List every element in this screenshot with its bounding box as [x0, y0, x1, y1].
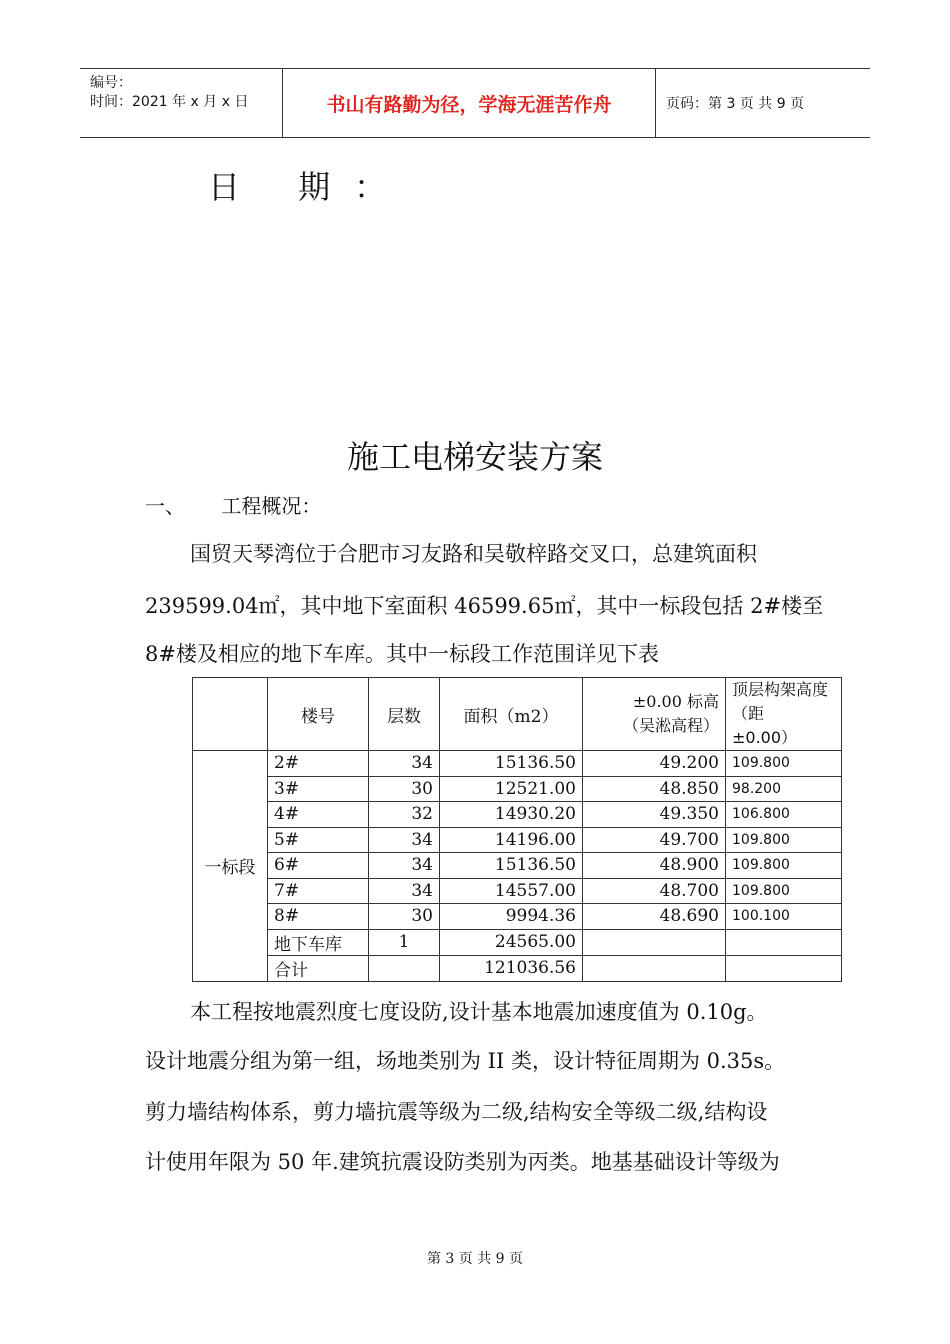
cell-elevation: 48.850 — [583, 776, 726, 802]
cell-area: 14930.20 — [440, 802, 583, 828]
cell-area: 121036.56 — [440, 955, 583, 981]
cell-top: 109.800 — [726, 751, 842, 777]
table-row — [193, 751, 842, 777]
cell-top: 98.200 — [726, 776, 842, 802]
cell-top: 109.800 — [726, 878, 842, 904]
intro-line-2: 239599.04㎡，其中地下室面积 46599.65㎡，其中一标段包括 2#楼至 — [145, 594, 824, 618]
cell-top: 109.800 — [726, 827, 842, 853]
cell-area: 24565.00 — [440, 929, 583, 955]
body-line-4: 计使用年限为 50 年.建筑抗震设防类别为丙类。地基基础设计等级为 — [145, 1150, 780, 1174]
cell-floors: 30 — [369, 904, 440, 930]
cell-elevation: 49.200 — [583, 751, 726, 777]
table-row — [193, 853, 842, 879]
section-heading — [145, 490, 321, 519]
section-number: 一、 — [145, 494, 185, 518]
header-empty-cell — [193, 678, 268, 751]
cell-floors: 34 — [369, 853, 440, 879]
header-motto: 书山有路勤为径，学海无涯苦作舟 — [282, 69, 656, 137]
cell-floors: 34 — [369, 751, 440, 777]
header-elevation-line1: ±0.00 标高 — [632, 692, 719, 711]
cell-building: 3# — [268, 776, 369, 802]
cell-elevation — [583, 955, 726, 981]
date-label: 日 期： — [208, 168, 411, 206]
cell-floors: 30 — [369, 776, 440, 802]
cell-elevation: 48.700 — [583, 878, 726, 904]
cell-elevation: 48.900 — [583, 853, 726, 879]
header-area: 面积（m2） — [440, 678, 583, 751]
cell-building: 2# — [268, 751, 369, 777]
cell-area: 9994.36 — [440, 904, 583, 930]
cell-elevation: 49.350 — [583, 802, 726, 828]
page-footer: 第 3 页 共 9 页 — [426, 1251, 524, 1267]
cell-area: 15136.50 — [440, 751, 583, 777]
table-header-row — [193, 678, 842, 751]
body-line-2: 设计地震分组为第一组，场地类别为 II 类，设计特征周期为 0.35s。 — [145, 1049, 786, 1073]
cell-elevation: 48.690 — [583, 904, 726, 930]
table-row — [193, 878, 842, 904]
cell-top — [726, 929, 842, 955]
header-elevation — [583, 678, 726, 751]
header-meta — [80, 69, 282, 137]
body-line-1: 本工程按地震烈度七度设防,设计基本地震加速度值为 0.10g。 — [190, 1000, 768, 1024]
table-row — [193, 827, 842, 853]
cell-building: 7# — [268, 878, 369, 904]
cell-elevation — [583, 929, 726, 955]
cell-floors: 34 — [369, 827, 440, 853]
cell-elevation: 49.700 — [583, 827, 726, 853]
page-header — [80, 68, 870, 138]
cell-building: 合计 — [268, 955, 369, 981]
table-row — [193, 904, 842, 930]
cell-top: 100.100 — [726, 904, 842, 930]
table-row — [193, 802, 842, 828]
cell-building: 地下车库 — [268, 929, 369, 955]
cell-floors: 1 — [369, 929, 440, 955]
cell-floors: 32 — [369, 802, 440, 828]
header-floors: 层数 — [369, 678, 440, 751]
document-title: 施工电梯安装方案 — [346, 438, 603, 476]
group-cell: 一标段 — [193, 751, 268, 982]
cell-top: 109.800 — [726, 853, 842, 879]
number-label: 编号： — [90, 75, 132, 91]
cell-top — [726, 955, 842, 981]
cell-building: 4# — [268, 802, 369, 828]
cell-area: 12521.00 — [440, 776, 583, 802]
header-building: 楼号 — [268, 678, 369, 751]
cell-building: 8# — [268, 904, 369, 930]
header-top-line2: （距 — [732, 704, 765, 723]
scope-table — [192, 677, 842, 982]
cell-top: 106.800 — [726, 802, 842, 828]
cell-area: 15136.50 — [440, 853, 583, 879]
table-row — [193, 955, 842, 981]
cell-building: 6# — [268, 853, 369, 879]
table-row — [193, 776, 842, 802]
table-row — [193, 929, 842, 955]
header-top-height — [726, 678, 842, 751]
cell-floors — [369, 955, 440, 981]
intro-line-3: 8#楼及相应的地下车库。其中一标段工作范围详见下表 — [145, 642, 659, 666]
header-top-line1: 顶层构架高度 — [732, 680, 829, 699]
cell-floors: 34 — [369, 878, 440, 904]
cell-building: 5# — [268, 827, 369, 853]
section-title: 工程概况： — [221, 494, 322, 518]
header-top-line3: ±0.00） — [732, 728, 798, 747]
header-elevation-line2: （吴淞高程） — [622, 716, 719, 735]
header-page-info: 页码：第 3 页 共 9 页 — [666, 96, 805, 112]
intro-line-1: 国贸天琴湾位于合肥市习友路和吴敬梓路交叉口，总建筑面积 — [190, 542, 757, 566]
cell-area: 14196.00 — [440, 827, 583, 853]
body-line-3: 剪力墙结构体系，剪力墙抗震等级为二级,结构安全等级二级,结构设 — [145, 1100, 768, 1124]
cell-area: 14557.00 — [440, 878, 583, 904]
time-label: 时间：2021 年 x 月 x 日 — [90, 94, 249, 110]
